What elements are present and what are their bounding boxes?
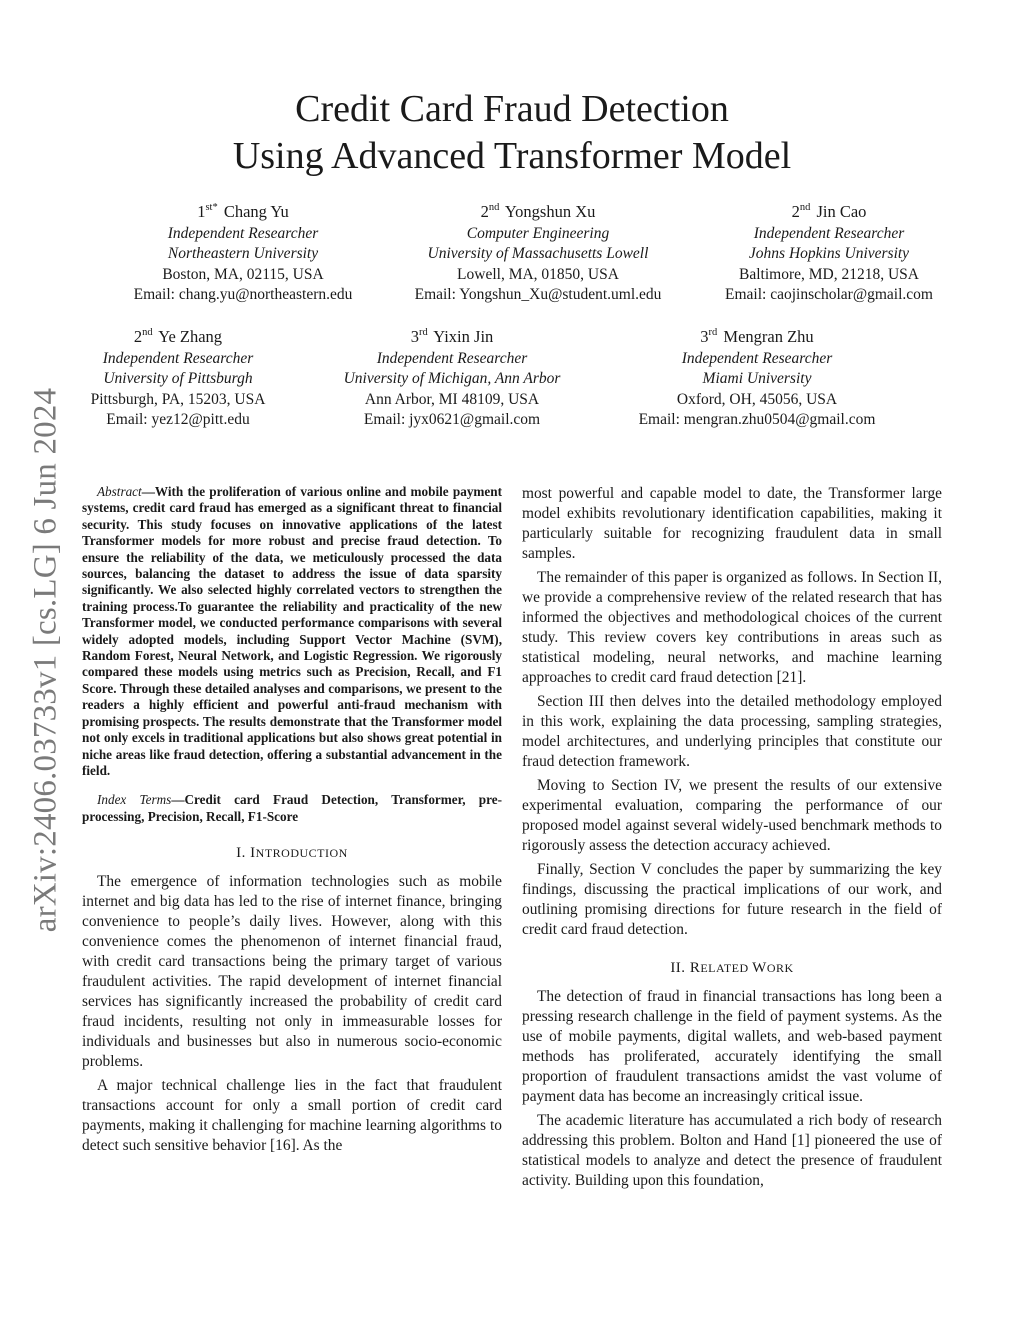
paper-title	[0, 86, 1024, 180]
author-address: Ann Arbor, MI 48109, USA	[364, 390, 540, 408]
author-email: Email: caojinscholar@gmail.com	[725, 286, 933, 303]
index-terms-text: —Credit card Fraud Detection, Transformer, pre-processing, Precision, Recall, F1-Score	[82, 792, 502, 824]
author-role: Independent Researcher	[167, 224, 319, 242]
section-heading-related-work: II. RELATED WORK	[670, 960, 794, 976]
paragraph: The academic literature has accumulated a rich body of research addressing this problem. Bolton and Hand [1] pioneered the use of statistical models to analyze and detect the presence of fraudulent activity. Building upon this foundation,	[522, 1112, 942, 1189]
author-email: Email: jyx0621@gmail.com	[363, 411, 541, 428]
author-name: 3rd Yixin Jin	[410, 327, 494, 346]
author-name: $1^{st*}$ Chang Yu	[197, 202, 289, 221]
author-address: Oxford, OH, 45056, USA	[676, 390, 838, 408]
author-affiliation: Northeastern University	[167, 245, 319, 262]
paragraph: Section III then delves into the detailed methodology employed in this work, explaining the data processing, sampling strategies, model architectures, and underlying principles that constitute our fraud detection framework.	[522, 693, 942, 770]
author-affiliation: University of Massachusetts Lowell	[427, 245, 649, 262]
paragraph: The detection of fraud in financial transactions has long been a pressing research challenge in the field of payment systems. As the use of mobile payments, digital wallets, and web-based payment methods has proliferated, accurately identifying the small proportion of fraudulent transactions amidst the vast volume of payment data has become an increasingly critical issue.	[522, 988, 942, 1105]
author-email: Email: Yongshun_Xu@student.uml.edu	[414, 286, 662, 303]
abstract	[82, 484, 502, 779]
author-name: 2nd Jin Cao	[791, 202, 867, 221]
author-affiliation: University of Michigan, Ann Arbor	[343, 370, 561, 387]
section-heading-introduction: I. INTRODUCTION	[236, 845, 348, 862]
paragraph: Moving to Section IV, we present the results of our extensive experimental evaluation, comparing the performance of our proposed model against several widely-used benchmark methods to rigorously assess the detection accuracy achieved.	[522, 777, 942, 854]
abstract-label: Abstract	[97, 484, 142, 499]
author-block-5	[344, 327, 561, 431]
author-role: Independent Researcher	[376, 349, 528, 367]
author-address: Baltimore, MD, 21218, USA	[739, 265, 919, 283]
title-line-2: Using Advanced Transformer Model	[232, 135, 792, 177]
arxiv-sidebar-stamp: arXiv:2406.03733v1 [cs.LG] 6 Jun 2024	[27, 387, 64, 933]
author-affiliation: Johns Hopkins University	[748, 245, 910, 262]
author-block-2	[415, 202, 662, 306]
author-name: 2nd Yongshun Xu	[480, 202, 596, 221]
author-email: Email: chang.yu@northeastern.edu	[133, 286, 353, 303]
author-affiliation: University of Pittsburgh	[103, 370, 253, 387]
author-address: Pittsburgh, PA, 15203, USA	[90, 390, 266, 408]
author-role: Independent Researcher	[681, 349, 833, 367]
title-line-1: Credit Card Fraud Detection	[295, 88, 729, 130]
author-address: Boston, MA, 02115, USA	[162, 265, 324, 283]
paragraph: Finally, Section V concludes the paper by summarizing the key findings, discussing the practical implications of our work, and outlining promising directions for future research in the field of credit card fraud detection.	[522, 861, 942, 938]
author-block-1	[134, 202, 353, 306]
paragraph: A major technical challenge lies in the fact that fraudulent transactions account for only a small portion of credit card payments, making it challenging for machine learning algorithms to detect such sensitive behavior [16]. As the	[82, 1077, 502, 1155]
paragraph: The emergence of information technologies such as mobile internet and big data has led to the rise of internet finance, bringing convenience to people’s daily lives. However, along with this convenience comes the phenomenon of internet financial fraud, with credit card transactions being the primary target of various fraudulent activities. The rapid development of internet financial services has significantly increased the probability of credit card fraud incidents, resulting not only in immeasurable losses for individuals and businesses but also in numerous socio-economic problems.	[82, 873, 502, 1071]
index-terms	[82, 792, 502, 825]
paragraph-continued: most powerful and capable model to date, the Transformer large model exhibits revolutionary identification capabilities, making it particularly suitable for recognizing fraudulent data in small samples.	[522, 485, 942, 562]
abstract-text: —With the proliferation of various online and mobile payment systems, credit card fraud has emerged as a significant threat to financial security. This study focuses on innovative applications of the latest Transformer models for more robust and precise fraud detection. To ensure the reliability of the data, we meticulously processed the data sources, balancing the dataset to address the issue of data sparsity significantly. We also selected highly correlated vectors to strengthen the training process.To guarantee the reliability and practicality of the new Transformer model, we conducted performance comparisons with several widely adopted models, including Support Vector Machine (SVM), Random Forest, Neural Network, and Logistic Regression. We rigorously compared these models using metrics such as Precision, Recall, and F1 Score. Through these detailed analyses and comparisons, we present to the readers a highly efficient and powerful anti-fraud mechanism with promising prospects. The results demonstrate that the Transformer model not only excels in traditional applications but also shows great potential in niche areas like fraud detection, offering a substantial advancement in the field.	[82, 484, 502, 778]
author-email: Email: yez12@pitt.edu	[106, 411, 250, 428]
author-block-6	[639, 327, 876, 431]
author-affiliation: Miami University	[702, 370, 812, 387]
left-column	[82, 484, 502, 1156]
author-role: Independent Researcher	[102, 349, 254, 367]
index-terms-label: Index Terms	[97, 792, 172, 808]
right-column	[522, 484, 942, 1191]
author-block-4	[91, 327, 266, 431]
author-role: Computer Engineering	[466, 224, 610, 242]
author-name: 3rd Mengran Zhu	[700, 327, 814, 346]
author-name: 2nd Ye Zhang	[133, 327, 223, 346]
author-block-3	[725, 202, 933, 306]
author-role: Independent Researcher	[753, 224, 905, 242]
paragraph: The remainder of this paper is organized as follows. In Section II, we provide a comprehensive review of the related research that has informed the objectives and methodological choices of the current study. This review covers key contributions in areas such as statistical modeling, neural networks, and machine learning approaches to credit card fraud detection [21].	[522, 569, 942, 686]
author-email: Email: mengran.zhu0504@gmail.com	[638, 411, 876, 428]
author-address: Lowell, MA, 01850, USA	[457, 265, 619, 283]
